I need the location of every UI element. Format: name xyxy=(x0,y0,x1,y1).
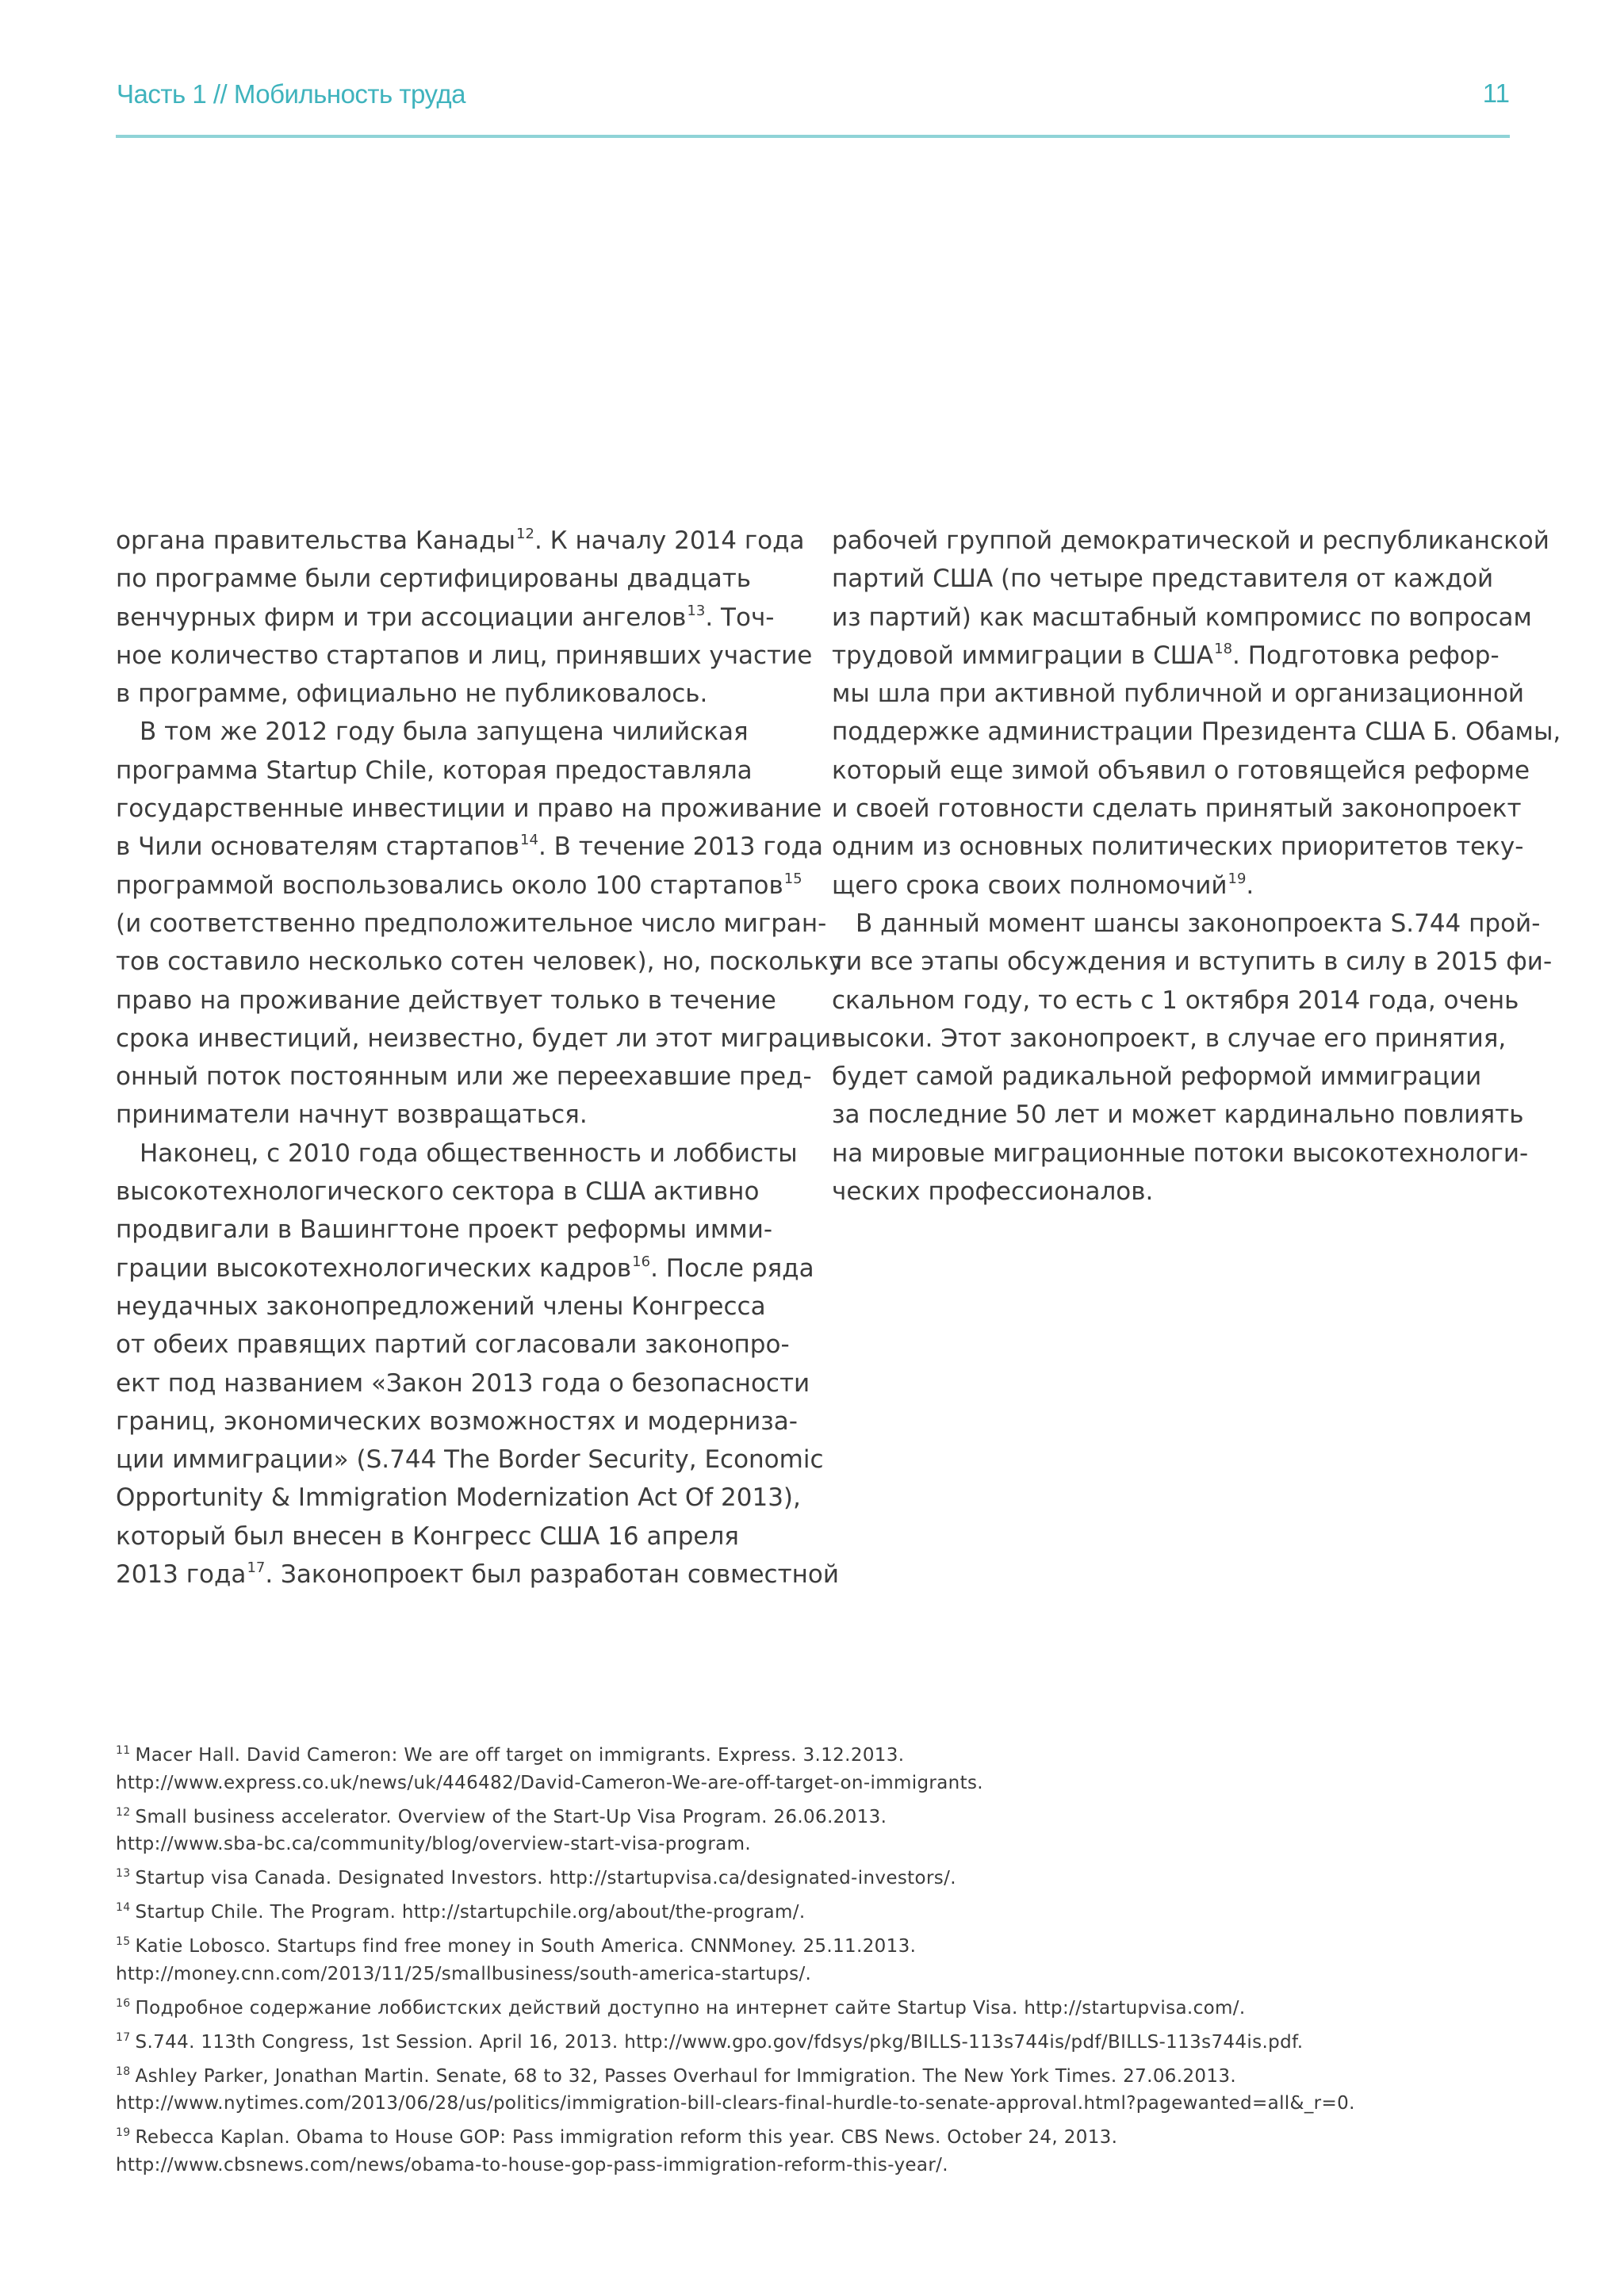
body-column-left xyxy=(116,522,844,1594)
footnote-number: 16 xyxy=(116,1996,131,2010)
text-run: в Чили основателям стартапов xyxy=(116,832,520,862)
text-run: Opportunity & Immigration Modernization Act Of 2013), xyxy=(116,1483,801,1513)
footnote-text: http://www.nytimes.com/2013/06/28/us/politics/immigration-bill-clears-final-hurdle-to-senate-approval.html?pagewanted=all&_r=0. xyxy=(116,2093,1355,2114)
footnote-text: Startup Chile. The Program. http://startupchile.org/about/the-program/. xyxy=(135,1902,806,1923)
text-run: ект под названием «Закон 2013 года о безопасности xyxy=(116,1368,810,1398)
text-line xyxy=(116,599,802,637)
footnote-text: Rebecca Kaplan. Obama to House GOP: Pass immigration reform this year. CBS News. October 24, 2013. xyxy=(135,2127,1118,2148)
footnote-number: 13 xyxy=(116,1867,131,1880)
text-run: . Законопроект был разработан совместной xyxy=(265,1560,840,1590)
text-run: . В течение 2013 года xyxy=(538,832,824,862)
footnote-text: Ashley Parker, Jonathan Martin. Senate, 68 to 32, Passes Overhaul for Immigration. The New York Times. 27.06.2013. xyxy=(135,2065,1237,2087)
footnote-line xyxy=(116,1831,1511,1858)
footnote-ref: 18 xyxy=(1214,640,1233,657)
footnote-item xyxy=(116,2124,1511,2179)
text-line xyxy=(116,1326,802,1364)
text-line xyxy=(116,637,813,675)
footnote-line xyxy=(116,2124,1511,2152)
text-line xyxy=(116,1364,810,1402)
footnote-number: 19 xyxy=(116,2126,131,2139)
footnote-item xyxy=(116,1804,1511,1858)
footnote-ref: 14 xyxy=(520,832,538,849)
text-line xyxy=(832,637,1518,675)
text-run: в программе, официально не публиковалось. xyxy=(116,679,708,709)
text-run: за последние 50 лет и может кардинально повлиять xyxy=(832,1100,1524,1130)
text-line xyxy=(832,675,1525,713)
footnote-line xyxy=(116,1995,1511,2022)
footnote-text: Startup visa Canada. Designated Investors. http://startupvisa.ca/designated-investors/. xyxy=(135,1868,956,1888)
section-title: Часть 1 // Мобильность труда xyxy=(117,79,466,109)
text-line xyxy=(116,1249,814,1288)
text-run: 2013 года xyxy=(116,1560,247,1590)
text-run: программой воспользовались около 100 стартапов xyxy=(116,871,783,900)
text-run: . К началу 2014 года xyxy=(534,526,805,555)
text-run: венчурных фирм и три ассоциации ангелов xyxy=(116,603,687,632)
footnote-item xyxy=(116,1933,1511,1988)
text-line xyxy=(116,1288,802,1326)
footnote-item xyxy=(116,1865,1511,1892)
text-run: по программе были сертифицированы двадцать xyxy=(116,564,752,594)
text-run: будет самой радикальной реформой иммиграции xyxy=(832,1062,1482,1092)
text-run: ти все этапы обсуждения и вступить в силу в 2015 фи- xyxy=(832,947,1553,977)
text-line xyxy=(116,1402,802,1441)
footnote-text: S.744. 113th Congress, 1st Session. April 16, 2013. http://www.gpo.gov/fdsys/pkg/BILLS-113s744is/pdf/BILLS-113s744is.pdf. xyxy=(135,2031,1304,2053)
footnote-ref: 17 xyxy=(247,1559,266,1577)
footnote-line xyxy=(116,1742,1511,1770)
text-run: . Подготовка рефор- xyxy=(1232,641,1500,670)
text-line xyxy=(832,867,1518,905)
text-run: скальном году, то есть с 1 октября 2014 года, очень xyxy=(832,985,1519,1015)
footnote-line xyxy=(116,2152,1511,2179)
text-run: ции иммиграции» (S.744 The Border Security, Economic xyxy=(116,1445,824,1475)
text-line xyxy=(116,1211,802,1249)
text-line xyxy=(832,560,1518,598)
text-line xyxy=(116,982,802,1020)
text-run: . После ряда xyxy=(650,1253,814,1283)
text-run: неудачных законопредложений члены Конгресса xyxy=(116,1292,766,1321)
text-run: срока инвестиций, неизвестно, будет ли этот миграци- xyxy=(116,1024,841,1053)
text-line xyxy=(832,522,1549,560)
footnote-text: Katie Lobosco. Startups find free money in South America. CNNMoney. 25.11.2013. xyxy=(135,1936,917,1957)
text-line xyxy=(832,1020,1518,1058)
text-line xyxy=(832,943,1553,981)
footnote-line xyxy=(116,1899,1511,1927)
text-line xyxy=(116,1479,802,1517)
footnote-item xyxy=(116,2029,1511,2057)
text-run: трудовой иммиграции в США xyxy=(832,641,1214,670)
footnote-ref: 16 xyxy=(632,1253,651,1270)
text-run: Наконец, с 2010 года общественность и лоббисты xyxy=(140,1138,798,1168)
text-line xyxy=(116,1135,802,1173)
text-run: программа Startup Chile, которая предоставляла xyxy=(116,756,753,785)
text-run: приниматели начнут возвращаться. xyxy=(116,1100,588,1130)
text-line xyxy=(116,1556,840,1594)
text-run: (и соответственно предположительное число мигран- xyxy=(116,909,827,938)
footnote-line xyxy=(116,1804,1511,1831)
footnote-line xyxy=(116,2090,1511,2118)
body-column-right xyxy=(832,522,1561,1211)
text-line xyxy=(832,713,1561,751)
text-run: продвигали в Вашингтоне проект реформы имми- xyxy=(116,1215,773,1245)
text-run: щего срока своих полномочий xyxy=(832,871,1228,900)
footnote-line xyxy=(116,1961,1511,1988)
text-run: из партий) как масштабный компромисс по вопросам xyxy=(832,603,1532,632)
text-run: тов составило несколько сотен человек), но, поскольку xyxy=(116,947,844,977)
text-run: на мировые миграционные потоки высокотехнологи- xyxy=(832,1138,1529,1168)
text-line xyxy=(116,828,824,866)
text-run: ческих профессионалов. xyxy=(832,1177,1154,1207)
footnote-text: Small business accelerator. Overview of the Start-Up Visa Program. 26.06.2013. xyxy=(135,1806,887,1827)
text-line xyxy=(832,752,1530,790)
text-line xyxy=(832,905,1541,943)
footnote-text: Подробное содержание лоббистских действий доступно на интернет сайте Startup Visa. http://startupvisa.com/. xyxy=(135,1997,1246,2019)
text-line xyxy=(116,943,844,981)
text-run: . xyxy=(1246,871,1254,900)
text-line xyxy=(116,1517,802,1556)
text-line xyxy=(116,1096,802,1134)
text-line xyxy=(832,599,1532,637)
footnote-line xyxy=(116,2029,1511,2057)
footnote-text: http://www.cbsnews.com/news/obama-to-house-gop-pass-immigration-reform-this-year/. xyxy=(116,2154,948,2175)
text-run: который еще зимой объявил о готовящейся реформе xyxy=(832,756,1530,785)
footnote-text: http://money.cnn.com/2013/11/25/smallbusiness/south-america-startups/. xyxy=(116,1963,812,1984)
text-line xyxy=(116,675,802,713)
footnote-ref: 15 xyxy=(783,870,802,887)
text-run: онный поток постоянным или же переехавшие пред- xyxy=(116,1062,812,1092)
footnote-number: 14 xyxy=(116,1901,131,1914)
text-line xyxy=(116,1058,812,1096)
text-line xyxy=(832,1058,1518,1096)
footnote-number: 11 xyxy=(116,1744,131,1757)
header-divider xyxy=(116,135,1510,138)
text-line xyxy=(116,1020,841,1058)
text-run: одним из основных политических приоритетов теку- xyxy=(832,832,1524,862)
text-line xyxy=(116,560,802,598)
text-line xyxy=(116,905,827,943)
footnote-line xyxy=(116,1865,1511,1892)
text-run: государственные инвестиции и право на проживание xyxy=(116,794,822,824)
text-run: который был внесен в Конгресс США 16 апреля xyxy=(116,1521,739,1551)
text-line xyxy=(832,828,1524,866)
text-line xyxy=(116,752,802,790)
text-run: грации высокотехнологических кадров xyxy=(116,1253,632,1283)
text-line xyxy=(116,790,822,828)
footnote-ref: 13 xyxy=(687,602,706,619)
page-number: 11 xyxy=(1482,78,1510,108)
text-run: границ, экономических возможностях и модерниза- xyxy=(116,1406,798,1436)
text-run: от обеих правящих партий согласовали законопро- xyxy=(116,1330,790,1360)
text-run: право на проживание действует только в течение xyxy=(116,985,776,1015)
footnotes-section xyxy=(116,1742,1511,2186)
footnote-ref: 12 xyxy=(516,526,534,542)
text-run: . Точ- xyxy=(705,603,775,632)
text-run: высоки. Этот законопроект, в случае его принятия, xyxy=(832,1024,1507,1053)
text-run: высокотехнологического сектора в США активно xyxy=(116,1177,760,1207)
footnote-text: Macer Hall. David Cameron: We are off target on immigrants. Express. 3.12.2013. xyxy=(135,1745,905,1766)
text-line xyxy=(116,1173,802,1211)
text-line xyxy=(832,1135,1529,1173)
footnote-item xyxy=(116,1995,1511,2022)
footnote-item xyxy=(116,1899,1511,1927)
footnote-line xyxy=(116,1770,1511,1797)
text-run: и своей готовности сделать принятый законопроект xyxy=(832,794,1522,824)
text-run: органа правительства Канады xyxy=(116,526,516,555)
footnote-number: 18 xyxy=(116,2064,131,2078)
text-line xyxy=(116,522,805,560)
footnote-line xyxy=(116,1933,1511,1961)
text-run: рабочей группой демократической и республиканской xyxy=(832,526,1549,555)
text-line xyxy=(116,867,802,905)
footnote-ref: 19 xyxy=(1228,870,1247,887)
footnote-number: 15 xyxy=(116,1935,131,1948)
footnote-number: 17 xyxy=(116,2030,131,2044)
text-run: ное количество стартапов и лиц, принявших участие xyxy=(116,641,813,670)
footnote-line xyxy=(116,2063,1511,2091)
text-run: мы шла при активной публичной и организационной xyxy=(832,679,1525,709)
footnote-text: http://www.sba-bc.ca/community/blog/overview-start-visa-program. xyxy=(116,1834,752,1854)
text-line xyxy=(116,1441,824,1479)
text-run: поддержке администрации Президента США Б. Обамы, xyxy=(832,718,1561,747)
footnote-text: http://www.express.co.uk/news/uk/446482/David-Cameron-We-are-off-target-on-immigrants. xyxy=(116,1772,983,1793)
text-run: В данный момент шансы законопроекта S.744 прой- xyxy=(856,909,1541,938)
footnote-item xyxy=(116,2063,1511,2118)
text-line xyxy=(832,1096,1524,1134)
text-run: партий США (по четыре представителя от каждой xyxy=(832,564,1494,594)
text-line xyxy=(832,982,1518,1020)
text-line xyxy=(832,1173,1518,1211)
text-line xyxy=(832,790,1522,828)
text-line xyxy=(116,713,802,751)
footnote-number: 12 xyxy=(116,1805,131,1819)
text-run: В том же 2012 году была запущена чилийская xyxy=(140,718,749,747)
footnote-item xyxy=(116,1742,1511,1797)
